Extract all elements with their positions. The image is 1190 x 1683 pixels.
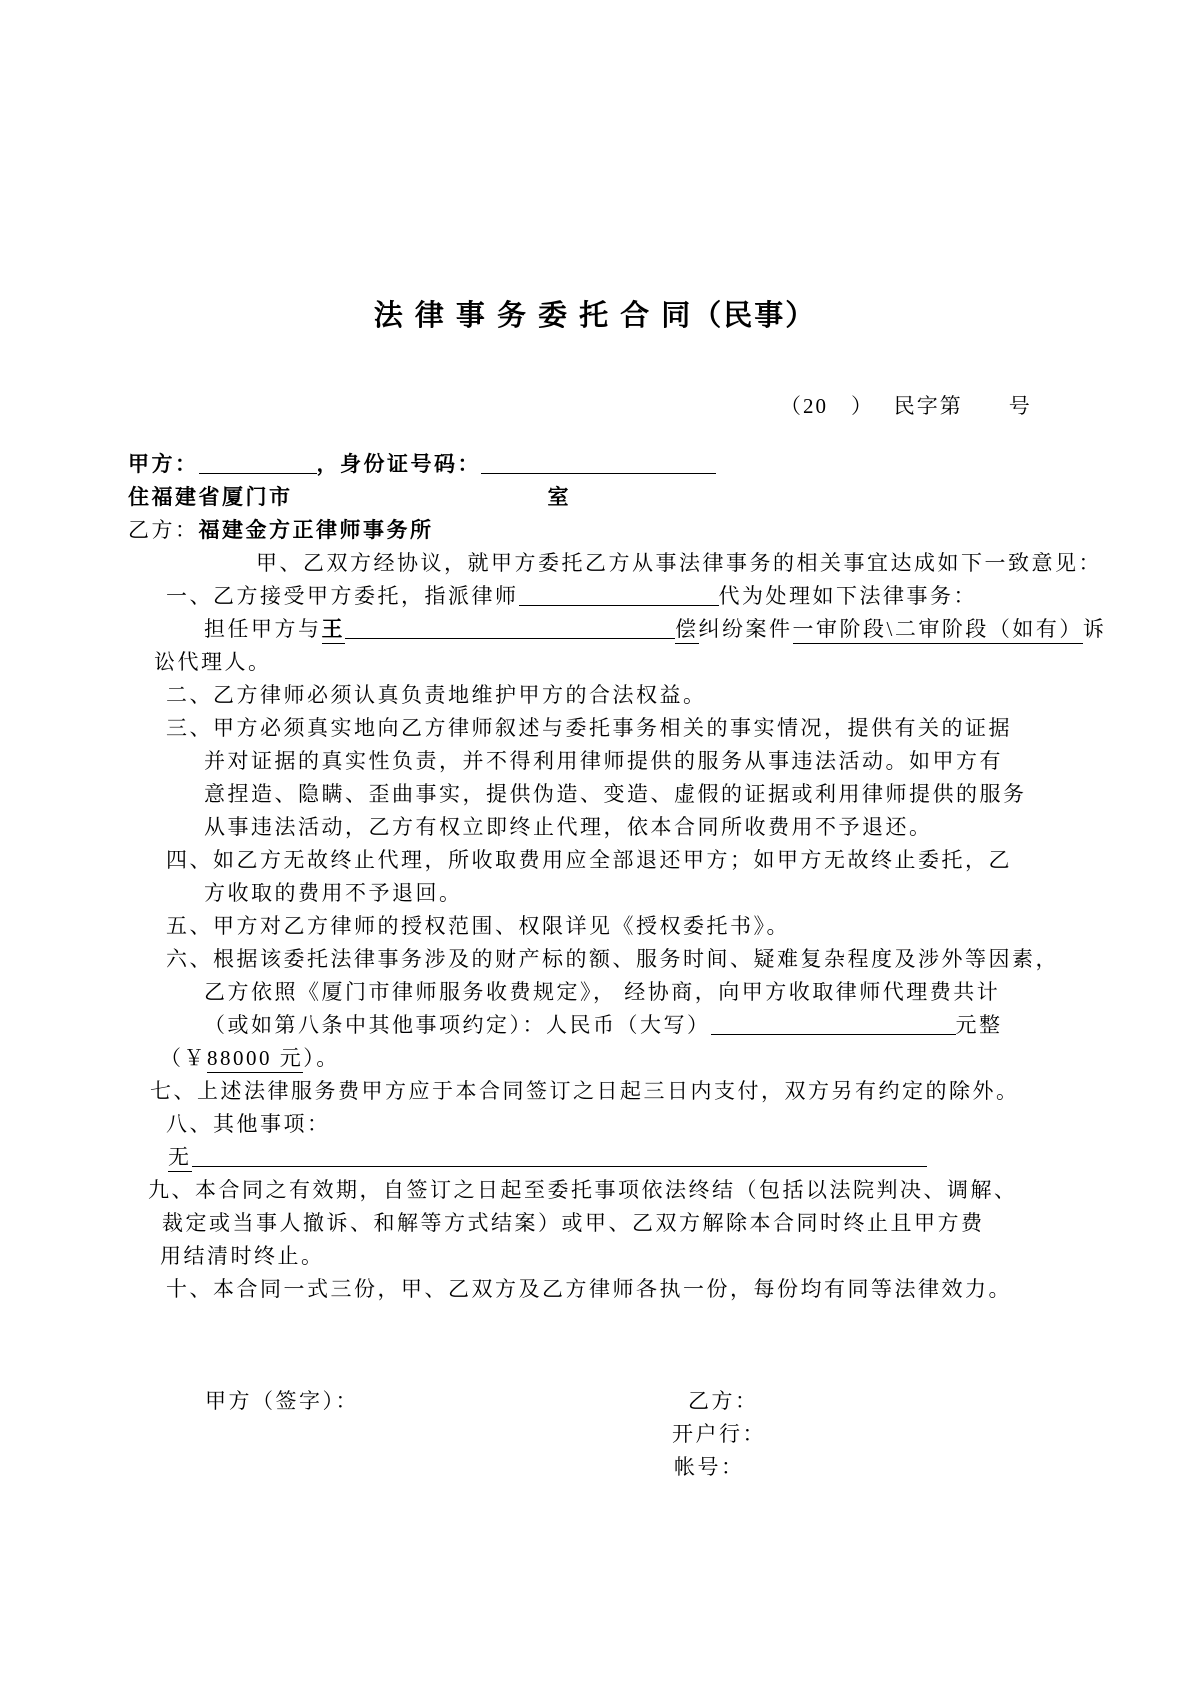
clause-6-l3-pre: （或如第八条中其他事项约定）：人民币（大写） (204, 1013, 711, 1037)
room-label: 室 (547, 485, 571, 509)
clause-1-l2-pre: 担任甲方与 (204, 617, 322, 641)
contract-title: 法 律 事 务 委 托 合 同（民事） (373, 300, 817, 332)
case-word: 纠纷案件 (698, 617, 793, 641)
clause-1-l2-tail: 诉 (1082, 617, 1107, 641)
bank-label: 开户行： (672, 1422, 766, 1446)
party-a-id-label: ，身份证号码： (316, 452, 481, 476)
case-stage: 一审阶段\二审阶段（如有） (793, 613, 1083, 644)
clause-6-l3-post: 元整 (955, 1013, 1003, 1037)
clause-8: 八、其他事项： (166, 1112, 331, 1136)
clause-6-line-1: 六、根据该委托法律事务涉及的财产标的额、服务时间、疑难复杂程度及涉外等因素， (166, 947, 1059, 971)
opponent-surname: 王 (322, 613, 346, 644)
clause-1-line-2 (0, 613, 1190, 646)
other-matters-value: 无 (168, 1141, 192, 1172)
clause-8-value-line (0, 1141, 1190, 1174)
clause-1-pre: 一、乙方接受甲方委托，指派律师 (166, 584, 519, 608)
clause-6-line-4 (0, 1042, 1190, 1075)
clause-7: 七、上述法律服务费甲方应于本合同签订之日起三日内支付，双方另有约定的除外。 (150, 1079, 1020, 1103)
clause-10: 十、本合同一式三份，甲、乙双方及乙方律师各执一份，每份均有同等法律效力。 (166, 1277, 1012, 1301)
clause-1-line-1 (0, 580, 1190, 613)
amount-figures: 88000 元 (207, 1042, 303, 1073)
contract-body (0, 448, 1190, 1306)
case-type-char: 偿 (675, 613, 699, 644)
clause-3-line-3: 意捏造、隐瞒、歪曲事实，提供伪造、变造、虚假的证据或利用律师提供的服务 (204, 782, 1027, 806)
clause-1-line-3: 讼代理人。 (154, 650, 272, 674)
party-b-signature-label: 乙方： (688, 1389, 759, 1413)
party-a-label: 甲方： (128, 452, 199, 476)
party-b-line (0, 514, 1190, 547)
amount-words-blank[interactable] (711, 1010, 956, 1035)
party-a-signature-label: 甲方（签字）： (205, 1389, 359, 1413)
clause-1-post: 代为处理如下法律事务： (718, 584, 977, 608)
party-a-line (0, 448, 1190, 481)
opponent-name-blank[interactable] (345, 614, 675, 639)
intro-paragraph: 甲、乙双方经协议，就甲方委托乙方从事法律事务的相关事宜达成如下一致意见： (256, 551, 1102, 575)
party-a-id-blank[interactable] (481, 449, 716, 474)
clause-3-line-2: 并对证据的真实性负责，并不得利用律师提供的服务从事违法活动。如甲方有 (204, 749, 1003, 773)
clause-3-line-1: 三、甲方必须真实地向乙方律师叙述与委托事务相关的事实情况，提供有关的证据 (166, 716, 1012, 740)
clause-4-line-1: 四、如乙方无故终止代理，所收取费用应全部退还甲方；如甲方无故终止委托，乙 (166, 848, 1012, 872)
amount-open-paren: （￥ (160, 1046, 207, 1070)
clause-2: 二、乙方律师必须认真负责地维护甲方的合法权益。 (166, 683, 707, 707)
clause-6-line-2: 乙方依照《厦门市律师服务收费规定》， 经协商，向甲方收取律师代理费共计 (204, 980, 1001, 1004)
other-matters-blank[interactable] (192, 1142, 927, 1167)
clause-9-line-3: 用结清时终止。 (160, 1244, 325, 1268)
account-label: 帐号： (674, 1455, 745, 1479)
clause-5: 五、甲方对乙方律师的授权范围、权限详见《授权委托书》。 (166, 914, 790, 938)
clause-6-line-3 (0, 1009, 1190, 1042)
party-b-label: 乙方： (128, 518, 199, 542)
case-number-line: （20 ） 民字第 号 (780, 394, 1032, 418)
party-b-name: 福建金方正律师事务所 (198, 518, 434, 542)
clause-9-line-1: 九、本合同之有效期，自签订之日起至委托事项依法终结（包括以法院判决、调解、 (148, 1178, 1018, 1202)
party-a-address-prefix: 住福建省厦门市 (128, 485, 293, 509)
clause-3-line-4: 从事违法活动，乙方有权立即终止代理，依本合同所收费用不予退还。 (204, 815, 933, 839)
party-a-name-blank[interactable] (199, 449, 317, 474)
party-a-address-line (0, 481, 1190, 514)
clause-4-line-2: 方收取的费用不予退回。 (204, 881, 463, 905)
clause-9-line-2: 裁定或当事人撤诉、和解等方式结案）或甲、乙双方解除本合同时终止且甲方费 (162, 1211, 985, 1235)
amount-close-paren: ）。 (303, 1046, 340, 1070)
lawyer-name-blank[interactable] (519, 581, 719, 606)
